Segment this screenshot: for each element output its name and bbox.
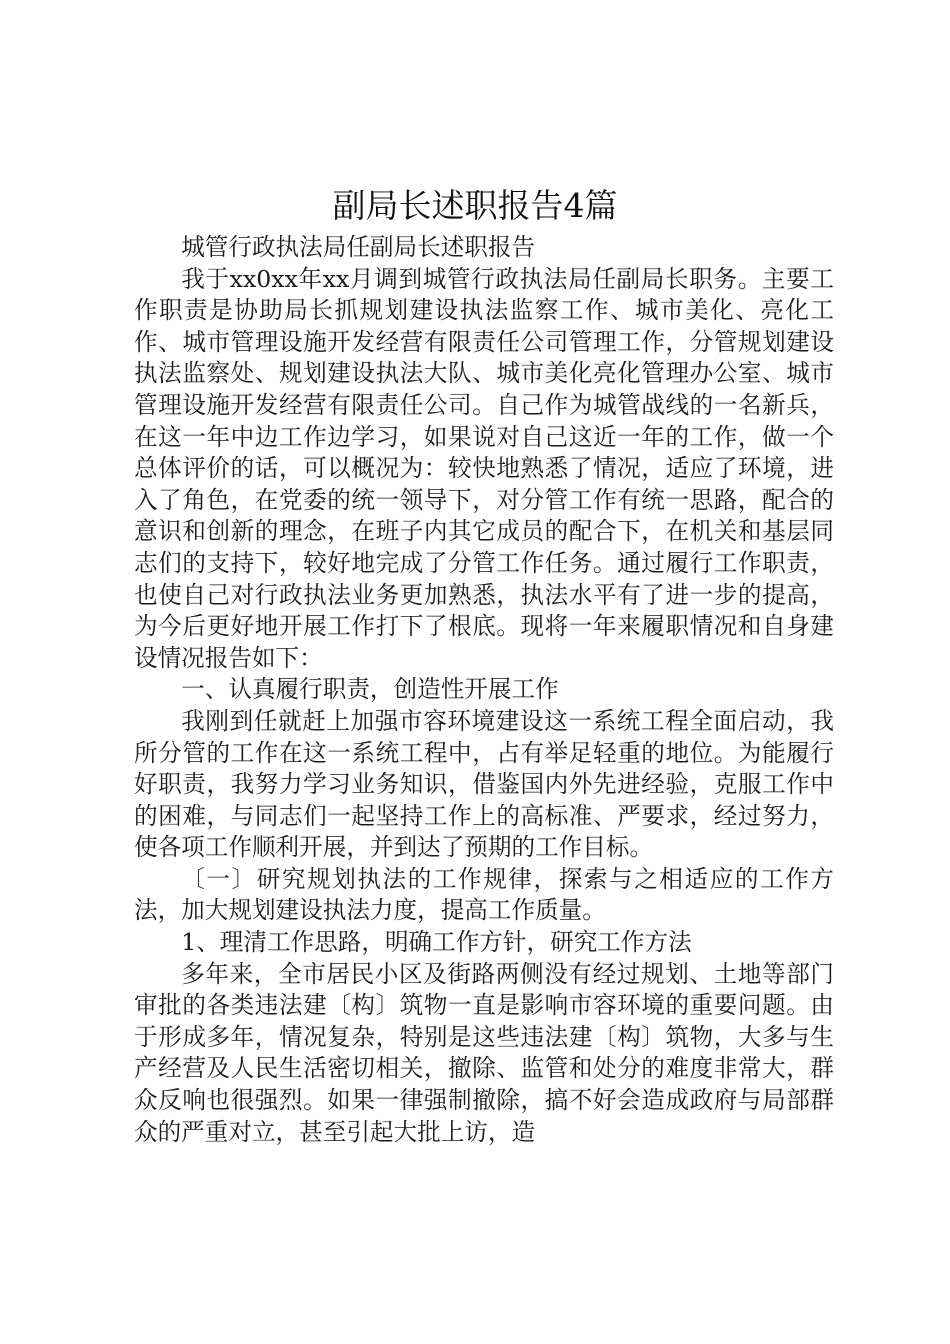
- body-paragraph: 多年来，全市居民小区及街路两侧没有经过规划、土地等部门审批的各类违法建〔构〕筑物一直是影响市容环境的重要问题。由于形成多年，情况复杂，特别是这些违法建〔构〕筑物，大多与生产经营及人民生活密切相关，撤除、监管和处分的难度非常大，群众反响也很强烈。如果一律强制撤除，搞不好会造成政府与局部群众的严重对立，甚至引起大批上访，造: [134, 959, 834, 1146]
- document-title: 副局长述职报告4篇: [332, 186, 618, 225]
- intro-paragraph: 我于xx0xx年xx月调到城管行政执法局任副局长职务。主要工作职责是协助局长抓规划建设执法监察工作、城市美化、亮化工作、城市管理设施开发经营有限责任公司管理工作，分管规划建设执法监察处、规划建设执法大队、城市美化亮化管理办公室、城市管理设施开发经营有限责任公司。自己作为城管战线的一名新兵，在这一年中边工作边学习，如果说对自己这近一年的工作，做一个总体评价的话，可以概况为：较快地熟悉了情况，适应了环境，进入了角色，在党委的统一领导下，对分管工作有统一思路，配合的意识和创新的理念，在班子内其它成员的配合下，在机关和基层同志们的支持下，较好地完成了分管工作任务。通过履行工作职责，也使自己对行政执法业务更加熟悉，执法水平有了进一步的提高，为今后更好地开展工作打下了根底。现将一年来履职情况和自身建设情况报告如下：: [134, 264, 834, 672]
- subsection-heading: 〔一〕研究规划执法的工作规律，探索与之相适应的工作方法，加大规划建设执法力度，提高工作质量。: [134, 864, 834, 925]
- document-body: [134, 232, 834, 1148]
- section-heading: 一、认真履行职责，创造性开展工作: [181, 675, 559, 704]
- subtitle-paragraph: 城管行政执法局任副局长述职报告: [181, 233, 536, 261]
- body-paragraph: 我刚到任就赶上加强市容环境建设这一系统工程全面启动，我所分管的工作在这一系统工程中，占有举足轻重的地位。为能履行好职责，我努力学习业务知识，借鉴国内外先进经验，克服工作中的困难，与同志们一起坚持工作上的高标准、严要求，经过努力，使各项工作顺利开展，并到达了预期的工作目标。: [134, 706, 834, 862]
- item-heading: 1、理清工作思路，明确工作方针，研究工作方法: [181, 928, 692, 957]
